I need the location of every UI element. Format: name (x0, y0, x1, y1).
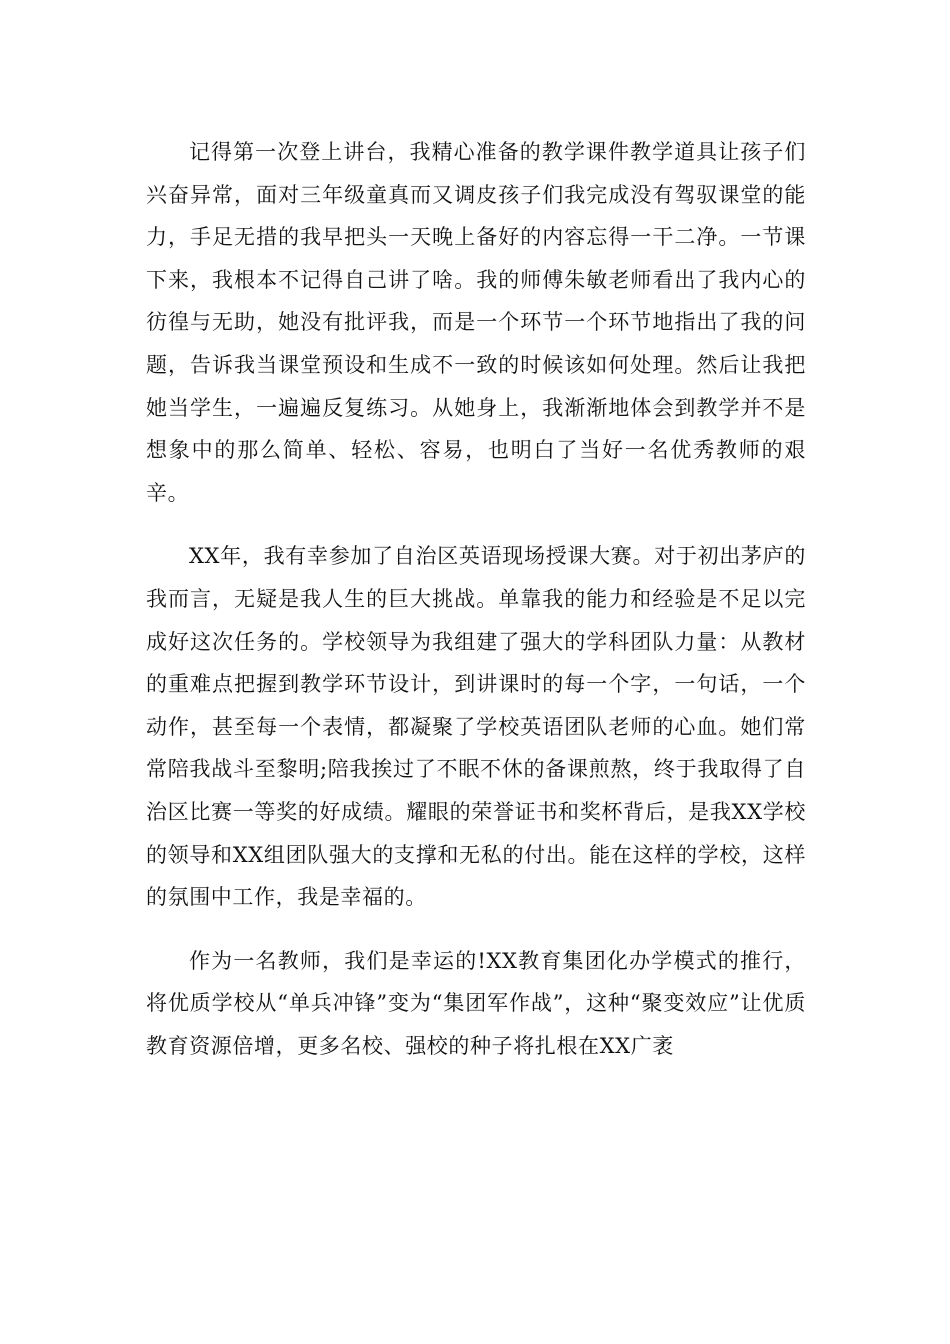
paragraph-first-lesson: 记得第一次登上讲台，我精心准备的教学课件教学道具让孩子们兴奋异常，面对三年级童真而又调皮孩子们我完成没有驾驭课堂的能力，手足无措的我早把头一天晚上备好的内容忘得一干二净。一节课下来，我根本不记得自己讲了啥。我的师傅朱敏老师看出了我内心的彷徨与无助，她没有批评我，而是一个环节一个环节地指出了我的问题，告诉我当课堂预设和生成不一致的时候该如何处理。然后让我把她当学生，一遍遍反复练习。从她身上，我渐渐地体会到教学并不是想象中的那么简单、轻松、容易，也明白了当好一名优秀教师的艰辛。 (146, 140, 806, 505)
paragraph-education-group: 作为一名教师，我们是幸运的!XX教育集团化办学模式的推行，将优质学校从“单兵冲锋”变为“集团军作战”，这种“聚变效应”让优质教育资源倍增，更多名校、强校的种子将扎根在XX广袤 (146, 948, 806, 1058)
paragraph-teaching-contest: XX年，我有幸参加了自治区英语现场授课大赛。对于初出茅庐的我而言，无疑是我人生的巨大挑战。单靠我的能力和经验是不足以完成好这次任务的。学校领导为我组建了强大的学科团队力量：从教材的重难点把握到教学环节设计，到讲课时的每一个字，一句话，一个动作，甚至每一个表情，都凝聚了学校英语团队老师的心血。她们常常陪我战斗至黎明;陪我挨过了不眠不休的备课煎熬，终于我取得了自治区比赛一等奖的好成绩。耀眼的荣誉证书和奖杯背后，是我XX学校的领导和XX组团队强大的支撑和无私的付出。能在这样的学校，这样的氛围中工作，我是幸福的。 (146, 544, 806, 910)
document-body (146, 131, 806, 1067)
